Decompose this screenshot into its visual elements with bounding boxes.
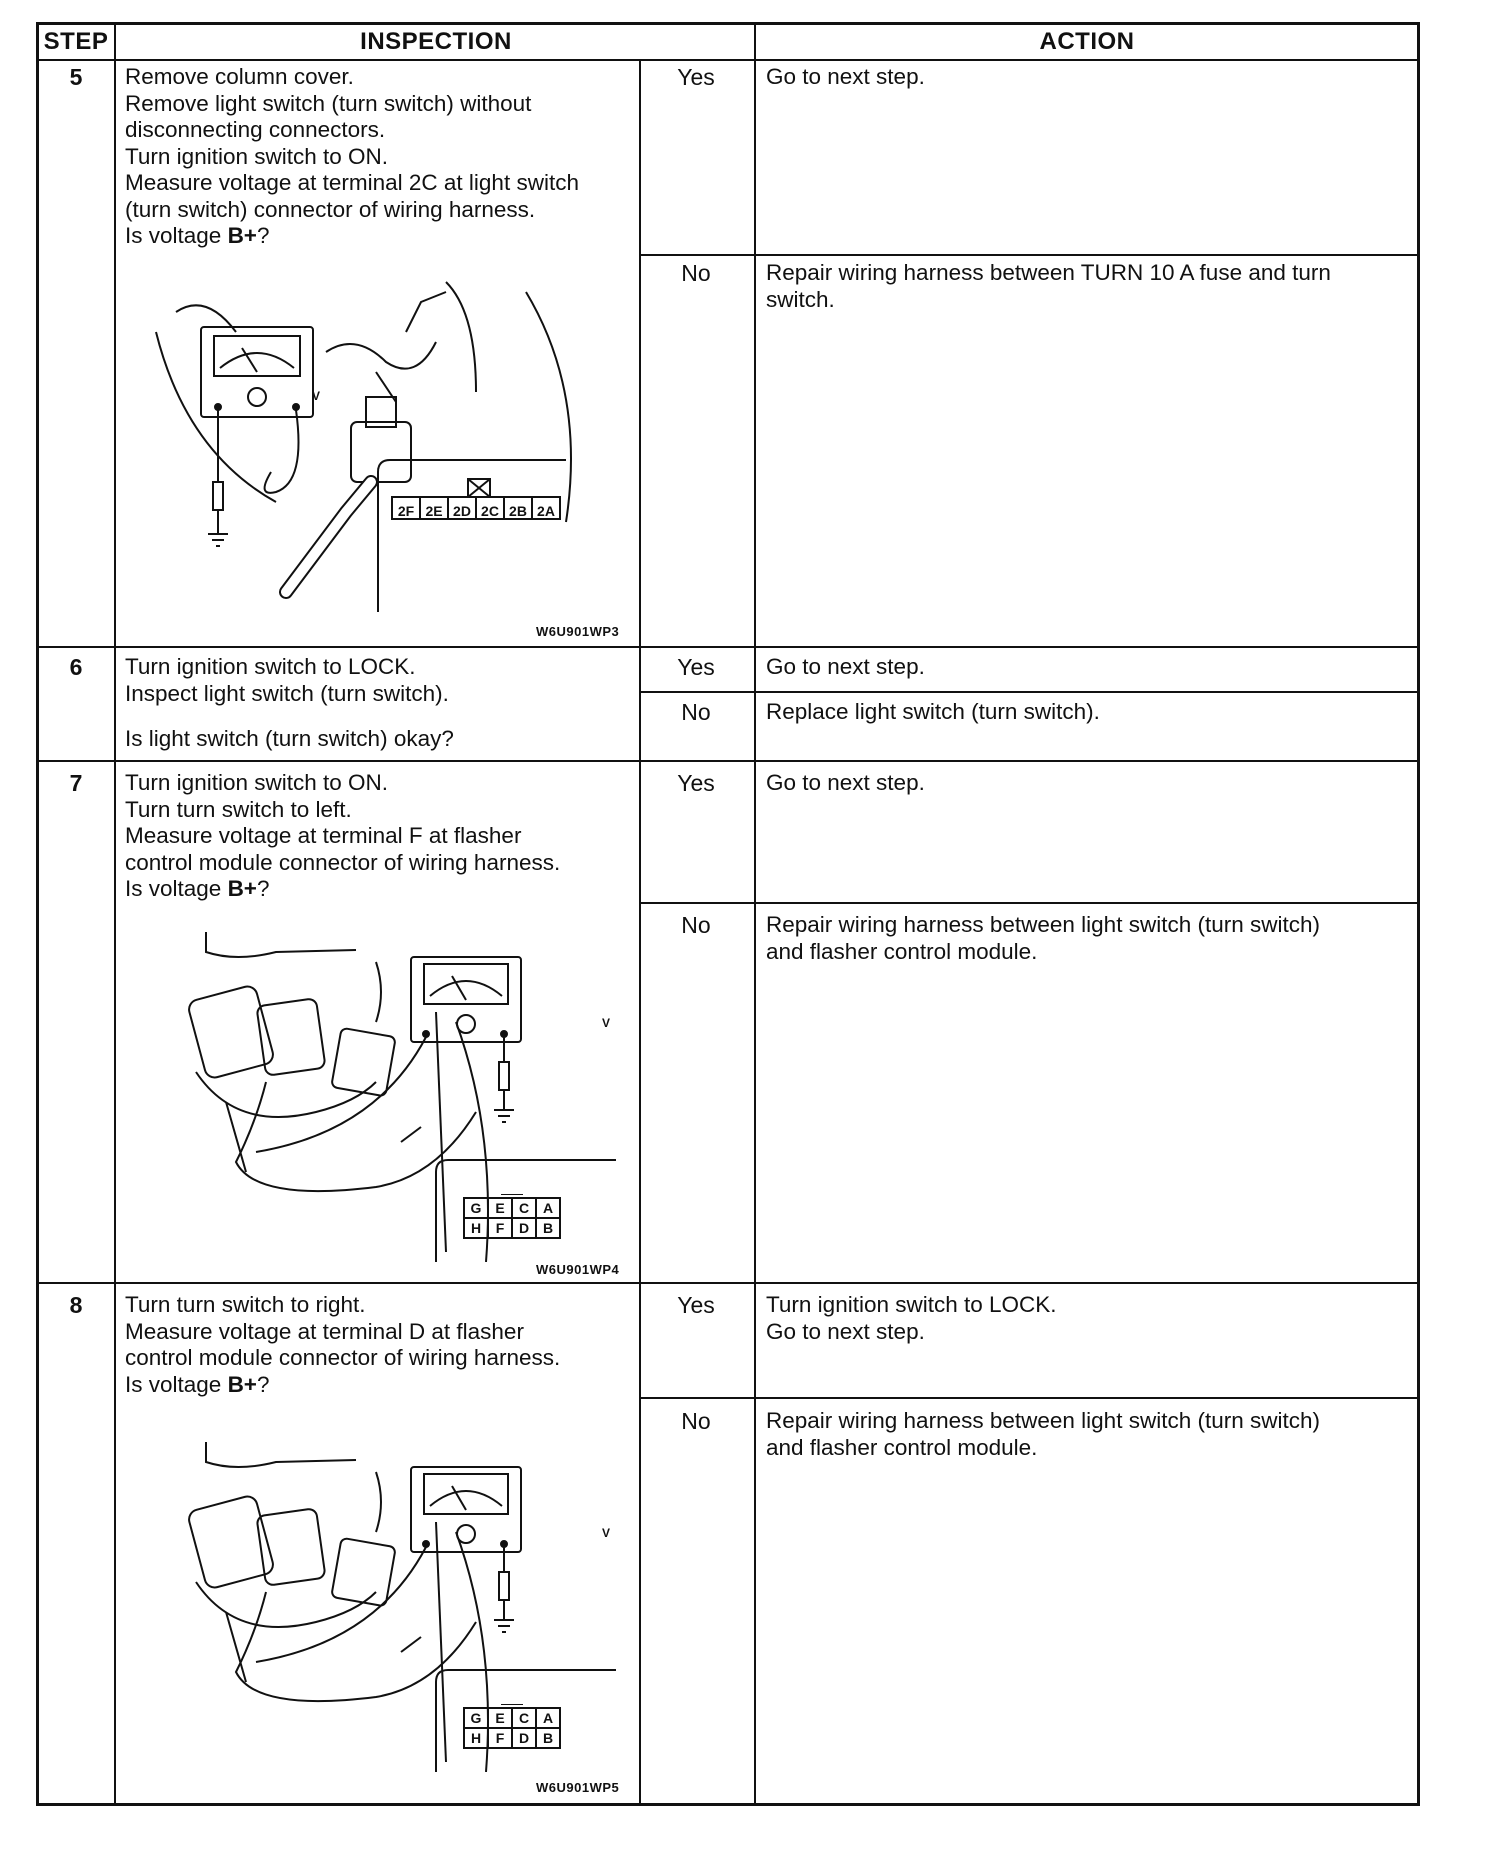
terminal-b: B xyxy=(542,1730,554,1746)
terminal-2e: 2E xyxy=(425,503,443,519)
terminal-f: F xyxy=(495,1220,505,1236)
step-6-no-action: Replace light switch (turn switch). xyxy=(766,699,1100,724)
col-sep-action xyxy=(754,22,756,1806)
step-5-inspection: Remove column cover. Remove light switch (turn switch) without disconnecting connectors. Turn ignition switch to ON. Measure voltage at terminal 2C at light switch (turn switch) connector of wiring harness. Is voltage B+? xyxy=(125,64,579,248)
terminal-2d: 2D xyxy=(453,503,471,519)
terminal-d: D xyxy=(518,1730,530,1746)
terminal-a: A xyxy=(542,1710,554,1726)
terminal-2f: 2F xyxy=(397,503,415,519)
table-border-left xyxy=(36,22,39,1806)
step-5-yes-label: Yes xyxy=(677,64,715,90)
table-border-right xyxy=(1417,22,1420,1806)
voltmeter-symbol-7: V xyxy=(602,1016,611,1030)
step-8-no-action: Repair wiring harness between light switch (turn switch) and flasher control module. xyxy=(766,1408,1320,1460)
terminal-c: C xyxy=(518,1710,530,1726)
terminal-2c: 2C xyxy=(481,503,499,519)
terminal-e: E xyxy=(495,1710,505,1726)
terminal-labels-7-top xyxy=(464,1200,560,1216)
step-5-figure-code: W6U901WP3 xyxy=(536,624,620,639)
terminal-g: G xyxy=(470,1200,482,1216)
header-underline xyxy=(36,59,1420,61)
step-7-figure-code: W6U901WP4 xyxy=(536,1262,620,1277)
step-5-no-label: No xyxy=(681,260,711,286)
voltmeter-symbol-5: V xyxy=(312,389,321,403)
step-5-no-action: Repair wiring harness between TURN 10 A fuse and turn switch. xyxy=(766,260,1331,312)
step-8-yes-label: Yes xyxy=(677,1292,715,1318)
terminal-e: E xyxy=(495,1200,505,1216)
header-action: ACTION xyxy=(1039,28,1135,55)
terminal-g: G xyxy=(470,1710,482,1726)
step-8-yes-action: Turn ignition switch to LOCK. Go to next step. xyxy=(766,1292,1057,1344)
step-6-yes-label: Yes xyxy=(677,654,715,680)
step-5-figure xyxy=(146,272,636,617)
terminal-labels-8-top xyxy=(464,1710,560,1726)
terminal-d: D xyxy=(518,1220,530,1236)
connector-block-icon xyxy=(187,1494,275,1589)
terminal-b: B xyxy=(542,1220,554,1236)
step-7-yes-action: Go to next step. xyxy=(766,770,925,795)
table-border-bottom xyxy=(36,1803,1420,1806)
step-8-figure-code: W6U901WP5 xyxy=(536,1780,620,1795)
row-sep-5-6 xyxy=(36,646,1420,648)
inspection-table xyxy=(36,22,1420,1806)
terminal-h: H xyxy=(470,1730,482,1746)
terminal-2a: 2A xyxy=(537,503,555,519)
row-sep-7-8 xyxy=(36,1282,1420,1284)
step-number-5: 5 xyxy=(69,64,83,90)
header-step: STEP xyxy=(43,28,109,55)
yesno-sep-5 xyxy=(639,254,1420,256)
terminal-f: F xyxy=(495,1730,505,1746)
row-sep-6-7 xyxy=(36,760,1420,762)
step-number-6: 6 xyxy=(69,654,83,680)
step-8-inspection: Turn turn switch to right. Measure voltage at terminal D at flasher control module connector of wiring harness. Is voltage B+? xyxy=(125,1292,561,1397)
header-inspection: INSPECTION xyxy=(360,28,512,55)
step-8-figure xyxy=(176,1442,626,1772)
step-6-inspection-top: Turn ignition switch to LOCK. Inspect light switch (turn switch). xyxy=(125,654,449,706)
step-7-inspection: Turn ignition switch to ON. Turn turn switch to left. Measure voltage at terminal F at flasher control module connector of wiring harness. Is voltage B+? xyxy=(125,770,561,901)
step-7-yes-label: Yes xyxy=(677,770,715,796)
step-5-yes-action: Go to next step. xyxy=(766,64,925,89)
step-7-no-label: No xyxy=(681,912,711,938)
voltmeter-symbol-8: V xyxy=(602,1526,611,1540)
terminal-h: H xyxy=(470,1220,482,1236)
terminal-2b: 2B xyxy=(509,503,527,519)
step-7-figure xyxy=(176,932,626,1262)
step-6-yes-action: Go to next step. xyxy=(766,654,925,679)
connector-block-icon xyxy=(187,984,275,1079)
terminal-labels-7-bottom xyxy=(464,1220,560,1236)
yesno-sep-8 xyxy=(639,1397,1420,1399)
terminal-c: C xyxy=(518,1200,530,1216)
step-6-inspection-bottom: Is light switch (turn switch) okay? xyxy=(125,726,454,751)
table-border-top xyxy=(36,22,1420,25)
step-6-no-label: No xyxy=(681,699,711,725)
step-number-8: 8 xyxy=(69,1292,83,1318)
col-sep-step xyxy=(114,22,116,1806)
step-number-7: 7 xyxy=(69,770,83,796)
step-8-no-label: No xyxy=(681,1408,711,1434)
step-7-no-action: Repair wiring harness between light switch (turn switch) and flasher control module. xyxy=(766,912,1320,964)
yesno-sep-6 xyxy=(639,691,1420,693)
yesno-sep-7 xyxy=(639,902,1420,904)
terminal-a: A xyxy=(542,1200,554,1216)
terminal-labels-8-bottom xyxy=(464,1730,560,1746)
terminal-labels-5 xyxy=(392,503,560,519)
